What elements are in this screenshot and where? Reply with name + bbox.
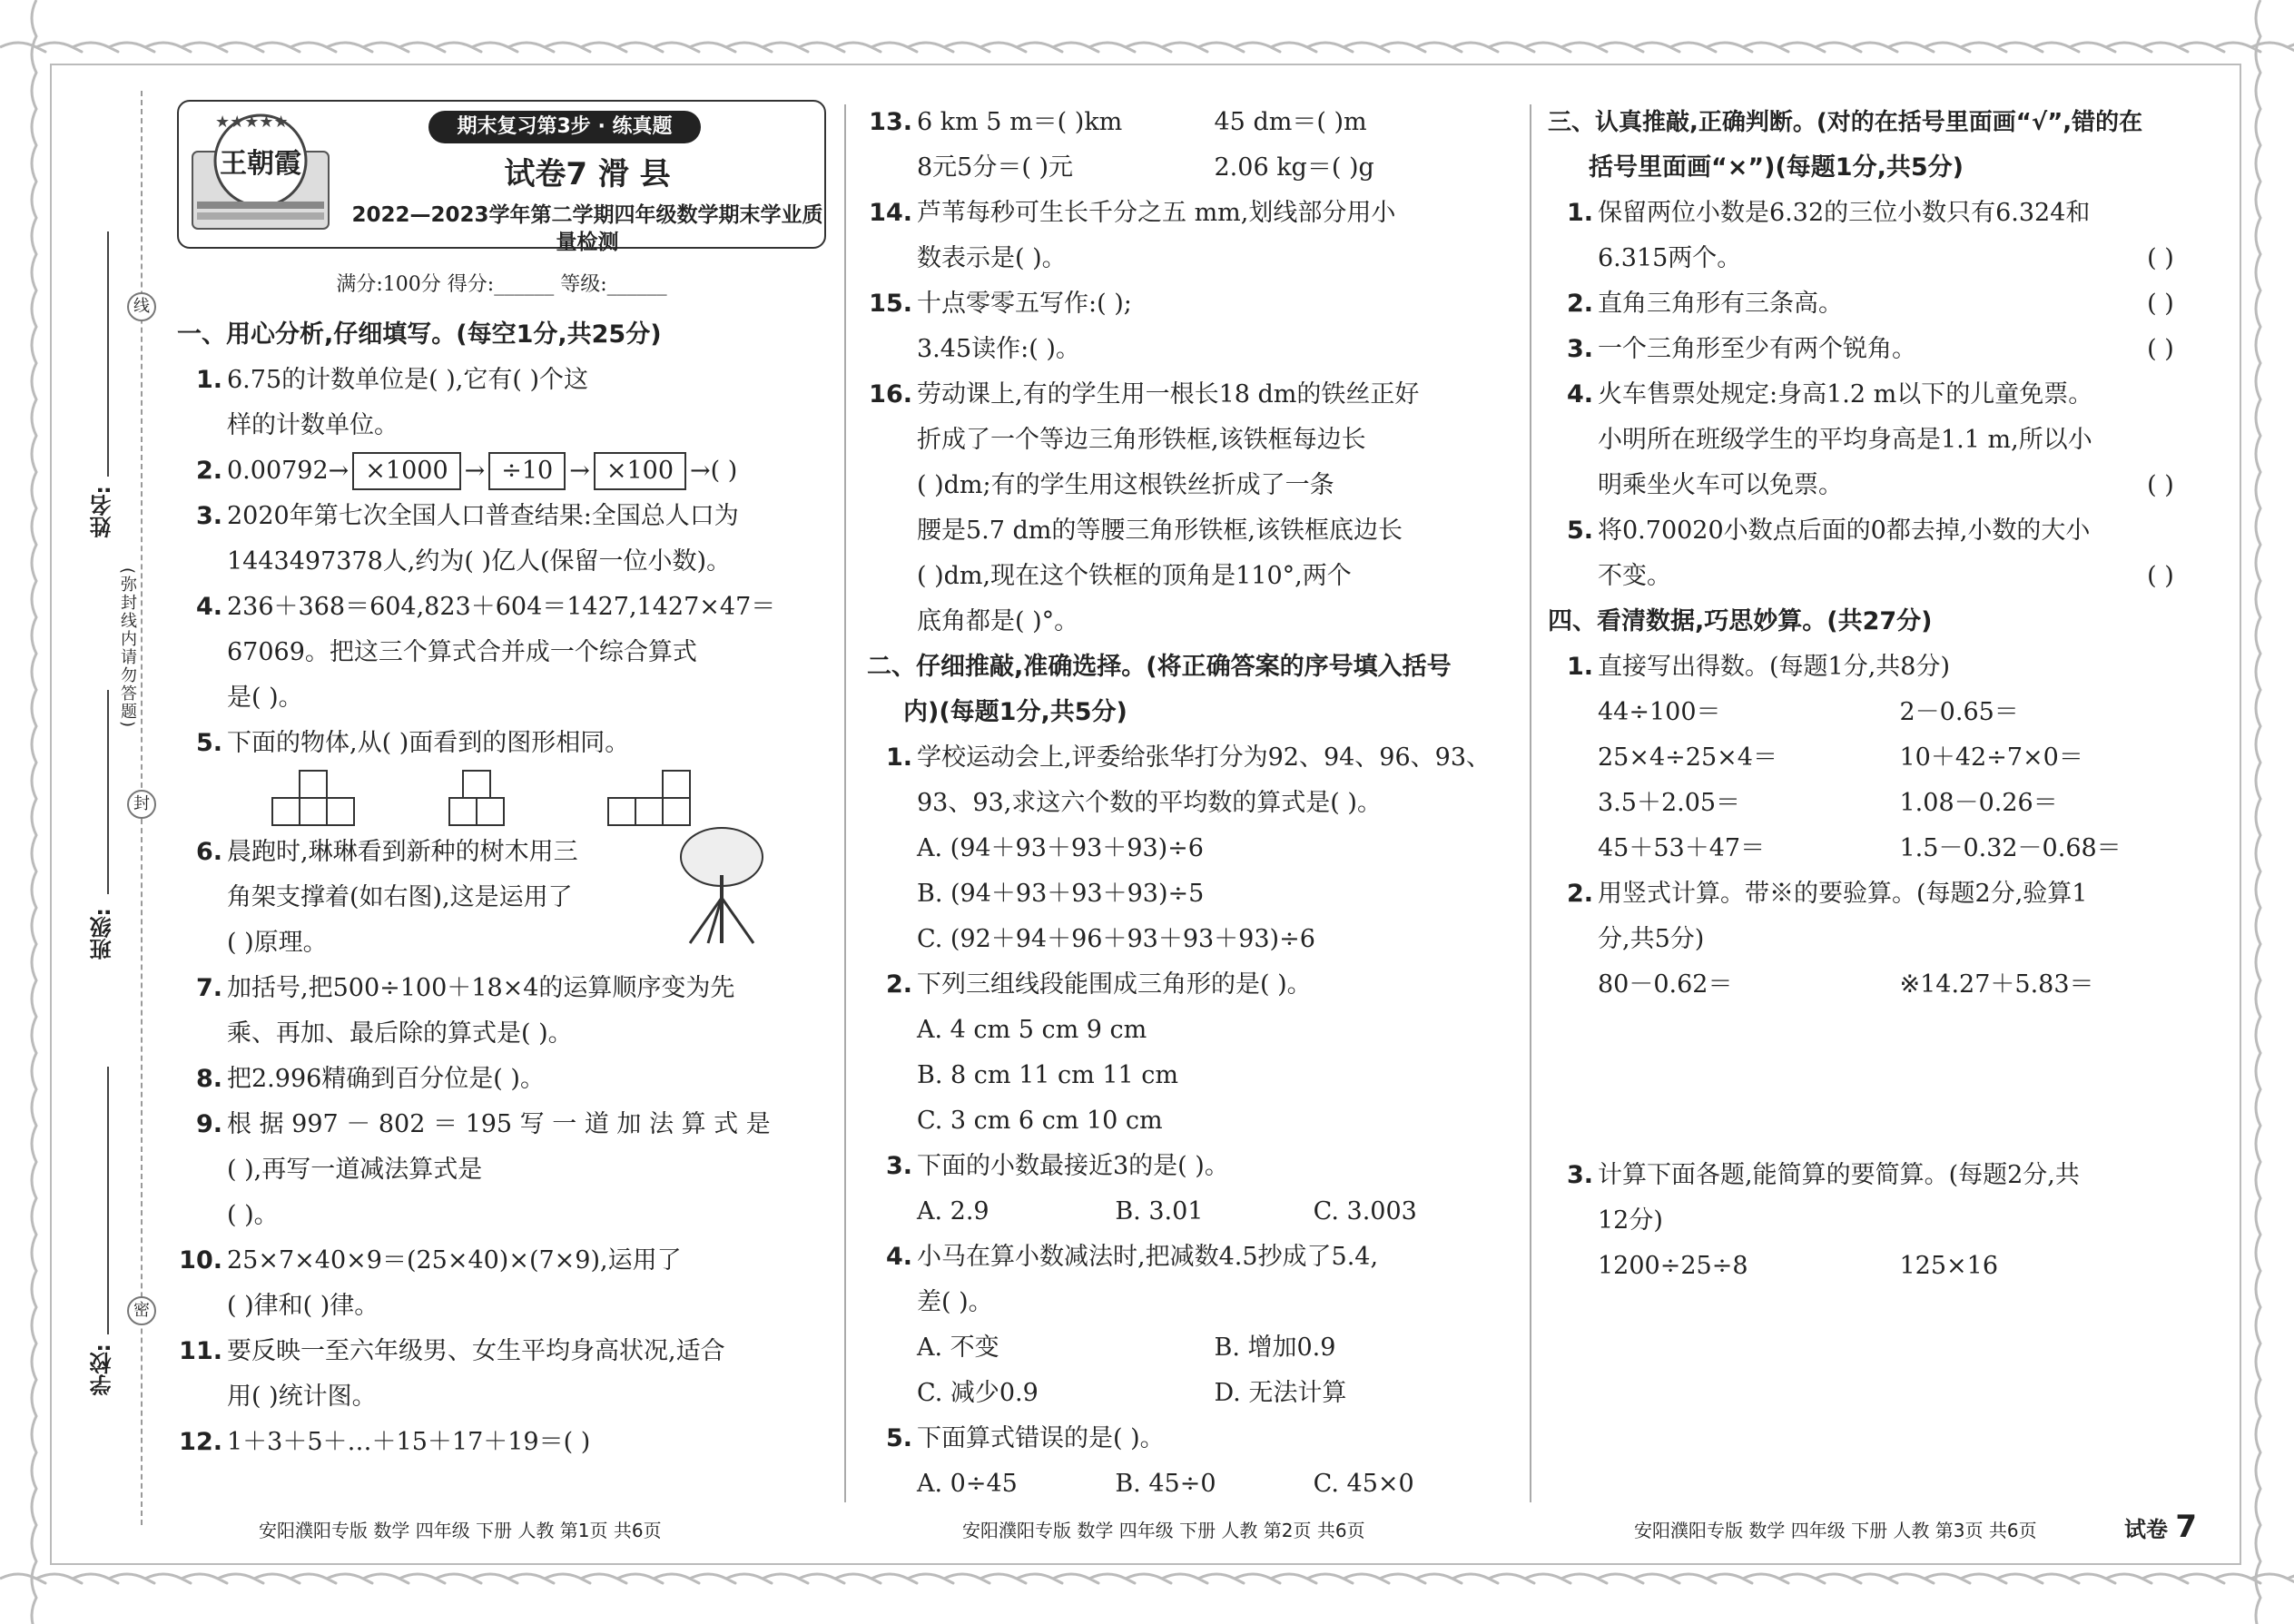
section-3-title: 三、认真推敲,正确判断。(对的在括号里面画“√”,错的在 括号里面画“×”)(每题1分,共5分) bbox=[1548, 109, 2143, 182]
score-line: 满分:100分 得分:______ 等级:______ bbox=[336, 273, 667, 296]
column-3 bbox=[1548, 100, 2201, 1289]
operation-box-2: ÷10 bbox=[488, 452, 566, 490]
question-1: 1. 6.75的计数单位是( ),它有( )个这 样的计数单位。 bbox=[195, 366, 588, 439]
judge-1: 1. 保留两位小数是6.32的三位小数只有6.324和 6.315两个。 ( ) bbox=[1566, 199, 2174, 272]
column-2 bbox=[867, 100, 1511, 1507]
review-banner: 期末复习第3步 · 练真题 bbox=[428, 111, 701, 143]
question-14: 14. 芦苇每秒可生长千分之五 mm,划线部分用小 数表示是( )。 bbox=[869, 199, 1396, 272]
operation-box-1: ×1000 bbox=[352, 452, 460, 490]
calc-2: 2. 用竖式计算。带※的要验算。(每题2分,验算1 分,共5分) 80－0.62＝ ※14.27＋5.83＝ bbox=[1566, 880, 2094, 999]
question-15: 15. 十点零零五写作:( ); 3.45读作:( )。 bbox=[869, 290, 1132, 363]
question-16: 16. 劳动课上,有的学生用一根长18 dm的铁丝正好 折成了一个等边三角形铁框,该铁框每边长 ( )dm;有的学生用这根铁丝折成了一条 腰是5.7 dm的等腰三角形铁框,该铁框底边长 ( )dm,现在这个铁框的顶角是110°,两个 底角都是( )°。 bbox=[869, 380, 1420, 635]
wavy-border-top bbox=[0, 0, 2294, 64]
question-3: 3. 2020年第七次全国人口普查结果:全国总人口为 1443497378人,约为( )亿人(保留一位小数)。 bbox=[195, 502, 739, 576]
wavy-border-left bbox=[0, 0, 50, 1624]
binding-mark-bind: 密 bbox=[127, 1296, 156, 1325]
calc-1: 1. 直接写出得数。(每题1分,共8分) 44÷100＝ 2－0.65＝ 25×4÷25×4＝ 10＋42÷7×0＝ 3.5＋2.05＝ 1.08－0.26＝ 45＋53＋47＝ 1.5－0.32－0.68＝ bbox=[1566, 653, 2122, 862]
footer-page-1: 安阳濮阳专版 数学 四年级 下册 人教 第1页 共6页 bbox=[259, 1520, 662, 1541]
class-field[interactable] bbox=[107, 690, 109, 894]
question-8: 8. 把2.996精确到百分位是( )。 bbox=[195, 1065, 545, 1093]
binding-note: (弥封线内请勿答题) bbox=[118, 567, 137, 730]
school-label: 学校: bbox=[90, 1343, 115, 1396]
question-5: 5. 下面的物体,从( )面看到的图形相同。 bbox=[177, 721, 826, 830]
question-2: 2. 0.00792→ ×1000 → ÷10 → ×100 →( ) bbox=[177, 448, 826, 494]
name-field[interactable] bbox=[107, 231, 109, 477]
paper-header bbox=[177, 100, 826, 254]
binding-mark-seal: 封 bbox=[127, 790, 156, 819]
question-13: 13. 6 km 5 m＝( )km 45 dm＝( )m 8元5分＝( )元 2.06 kg＝( )g bbox=[869, 108, 1374, 182]
choice-4: 4. 小马在算小数减法时,把减数4.5抄成了5.4, 差( )。 A. 不变 B. 增加0.9 C. 减少0.9 D. 无法计算 bbox=[885, 1243, 1379, 1407]
judge-3: 3. 一个三角形至少有两个锐角。 ( ) bbox=[1566, 335, 2174, 363]
question-11: 11. 要反映一至六年级男、女生平均身高状况,适合 用( )统计图。 bbox=[179, 1337, 725, 1411]
column-divider-2 bbox=[1530, 104, 1531, 1502]
column-1 bbox=[177, 100, 826, 1465]
footer-page-3: 安阳濮阳专版 数学 四年级 下册 人教 第3页 共6页 bbox=[1634, 1520, 2037, 1541]
name-label: 姓名: bbox=[90, 486, 115, 538]
section-1-title: 一、用心分析,仔细填写。(每空1分,共25分) bbox=[177, 320, 662, 349]
question-4: 4. 236＋368＝604,823＋604＝1427,1427×47＝ 67069。把这三个算式合并成一个综合算式 是( )。 bbox=[195, 593, 776, 712]
logo-text: 王朝霞 bbox=[220, 148, 301, 180]
paper-title: 试卷7 滑 县 bbox=[504, 156, 671, 192]
publisher-logo-icon bbox=[188, 111, 333, 238]
footer-page-2: 安阳濮阳专版 数学 四年级 下册 人教 第2页 共6页 bbox=[962, 1520, 1365, 1541]
choice-2: 2. 下列三组线段能围成三角形的是( )。 A. 4 cm 5 cm 9 cm B. 8 cm 11 cm 11 cm C. 3 cm 6 cm 10 cm bbox=[885, 970, 1312, 1135]
section-2-title: 二、仔细推敲,准确选择。(将正确答案的序号填入括号 内)(每题1分,共5分) bbox=[867, 653, 1452, 726]
svg-text:★★★★★: ★★★★★ bbox=[215, 113, 289, 132]
judge-2: 2. 直角三角形有三条高。 ( ) bbox=[1566, 290, 2174, 318]
choice-1: 1. 学校运动会上,评委给张华打分为92、94、96、93、 93、93,求这六个数的平均数的算式是( )。 A. (94＋93＋93＋93)÷6 B. (94＋93＋93＋93)÷5 C. (92＋94＋96＋93＋93＋93)÷6 bbox=[885, 743, 1492, 953]
tree-tripod-icon bbox=[672, 821, 772, 948]
question-6: 6. 晨跑时,琳琳看到新种的树木用三 角架支撑着(如右图),这是运用了 ( )原理。 bbox=[177, 830, 826, 966]
class-label: 班级: bbox=[90, 908, 115, 960]
choice-3: 3. 下面的小数最接近3的是( )。 A. 2.9 B. 3.01 C. 3.003 bbox=[885, 1152, 1417, 1225]
column-divider-1 bbox=[844, 104, 846, 1502]
paper-subtitle: 2022—2023学年第二学期四年级数学期末学业质量检测 bbox=[351, 203, 823, 254]
binding-mark-line: 线 bbox=[127, 292, 156, 321]
paper-number-label: 试卷 7 bbox=[2124, 1509, 2198, 1545]
judge-4: 4. 火车售票处规定:身高1.2 m以下的儿童免票。 小明所在班级学生的平均身高是1.1 m,所以小 明乘坐火车可以免票。 ( ) bbox=[1566, 380, 2174, 499]
calc-3: 3. 计算下面各题,能简算的要简算。(每题2分,共 12分) 1200÷25÷8 125×16 bbox=[1566, 1161, 2080, 1280]
wavy-border-right bbox=[2244, 0, 2294, 1624]
question-7: 7. 加括号,把500÷100＋18×4的运算顺序变为先 乘、再加、最后除的算式是( )。 bbox=[195, 974, 735, 1048]
school-field[interactable] bbox=[107, 1067, 109, 1334]
question-10: 10. 25×7×40×9＝(25×40)×(7×9),运用了 ( )律和( )律。 bbox=[179, 1246, 682, 1320]
wavy-border-bottom bbox=[0, 1560, 2294, 1624]
operation-box-3: ×100 bbox=[594, 452, 686, 490]
section-4-title: 四、看清数据,巧思妙算。(共27分) bbox=[1548, 607, 1933, 635]
choice-5: 5. 下面算式错误的是( )。 A. 0÷45 B. 45÷0 C. 45×0 bbox=[885, 1424, 1414, 1498]
question-9: 9. 根 据 997 － 802 ＝ 195 写 一 道 加 法 算 式 是 ( ),再写一道减法算式是 ( )。 bbox=[195, 1110, 771, 1229]
judge-5: 5. 将0.70020小数点后面的0都去掉,小数的大小 不变。 ( ) bbox=[1566, 517, 2174, 590]
question-12: 12. 1＋3＋5＋…＋15＋17＋19＝( ) bbox=[179, 1428, 591, 1456]
